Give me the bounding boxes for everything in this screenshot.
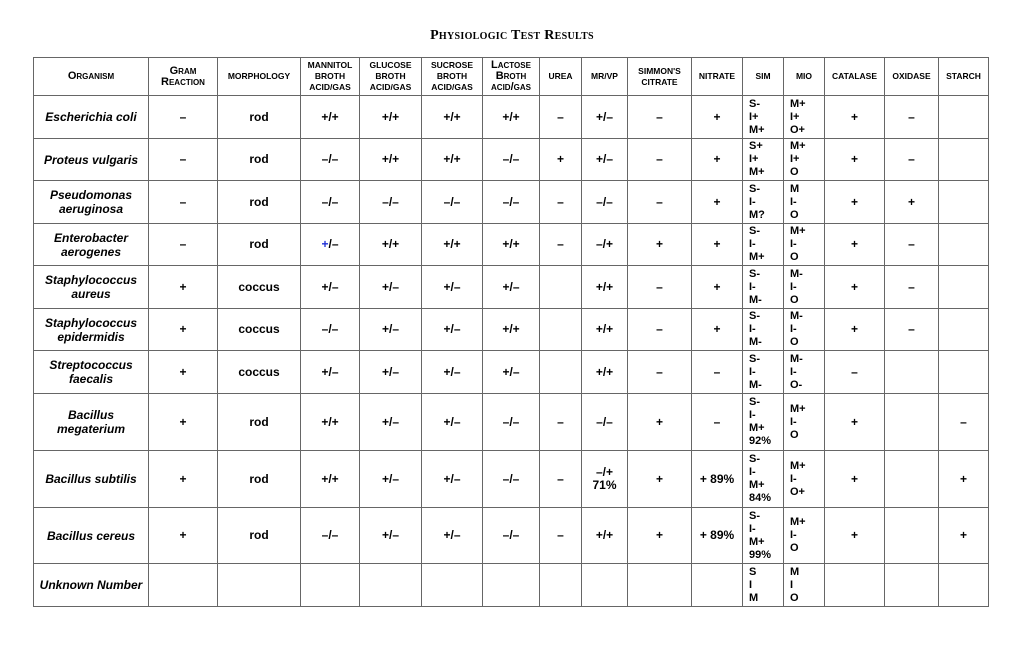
sim-line: S-: [749, 509, 760, 522]
sim-line: I-: [749, 195, 756, 208]
gram-cell: –: [149, 224, 218, 266]
mio-line: O+: [790, 123, 805, 136]
table-row: [34, 394, 989, 451]
mio-line: M+: [790, 459, 806, 472]
sim-cell: [743, 564, 784, 607]
organism-cell: Bacillus subtilis: [34, 451, 149, 508]
sim-line: I+: [749, 153, 759, 165]
mannitol-cell: +/+: [301, 394, 360, 451]
mrvp-cell: +/+: [582, 266, 628, 309]
nitrate-cell: –: [692, 394, 743, 451]
mio-line: O: [790, 208, 799, 221]
mio-line: O: [790, 251, 799, 263]
sim-line: M+: [749, 422, 765, 434]
morphology-cell: [218, 564, 301, 607]
table-row: [34, 309, 989, 351]
mio-cell: [784, 224, 825, 266]
lactose-cell: +/+: [483, 224, 540, 266]
mrvp-cell: +/+: [582, 508, 628, 564]
urea-cell: [540, 309, 582, 351]
nitrate-cell: –: [692, 351, 743, 394]
organism-cell: Enterobacter aerogenes: [34, 224, 149, 266]
glucose-cell: +/+: [360, 224, 422, 266]
catalase-cell: +: [825, 181, 885, 224]
lactose-cell: +/+: [483, 309, 540, 351]
mio-line: M+: [790, 140, 806, 152]
urea-cell: –: [540, 394, 582, 451]
sim-line: I-: [749, 409, 756, 421]
organism-cell: Unknown Number: [34, 564, 149, 607]
starch-cell: –: [939, 394, 989, 451]
sim-line: S+: [749, 140, 763, 152]
glucose-cell: [360, 564, 422, 607]
lactose-cell: –/–: [483, 181, 540, 224]
oxidase-cell: [885, 351, 939, 394]
sim-line: M+: [749, 479, 765, 491]
mannitol-acid-value: +: [321, 237, 329, 251]
mio-line: O-: [790, 378, 803, 391]
urea-cell: –: [540, 224, 582, 266]
oxidase-cell: [885, 564, 939, 607]
oxidase-cell: –: [885, 266, 939, 309]
urea-cell: [540, 564, 582, 607]
morphology-cell: rod: [218, 508, 301, 564]
sim-line: S-: [749, 267, 760, 280]
sim-line: I-: [749, 280, 756, 293]
sim-cell: [743, 451, 784, 508]
starch-cell: [939, 564, 989, 607]
mio-cell: [784, 309, 825, 351]
header-lactose: Lactose Broth acid/gas: [483, 58, 540, 96]
glucose-cell: +/–: [360, 266, 422, 309]
table-row: [34, 181, 989, 224]
header-simmons-citrate: SIMMON'S CITRATE: [628, 58, 692, 96]
organism-cell: Staphylococcus aureus: [34, 266, 149, 309]
citrate-cell: –: [628, 351, 692, 394]
morphology-cell: rod: [218, 181, 301, 224]
mio-line: I-: [790, 323, 797, 335]
starch-cell: [939, 266, 989, 309]
urea-cell: –: [540, 96, 582, 139]
nitrate-cell: +: [692, 309, 743, 351]
sim-line: I-: [749, 365, 756, 378]
mio-line: O: [790, 336, 799, 348]
sim-cell: [743, 181, 784, 224]
mannitol-cell: +/+: [301, 451, 360, 508]
sucrose-cell: +/–: [422, 351, 483, 394]
catalase-cell: +: [825, 139, 885, 181]
nitrate-cell: + 89%: [692, 451, 743, 508]
sim-cell: [743, 224, 784, 266]
sim-cell: [743, 394, 784, 451]
mannitol-cell: –/–: [301, 508, 360, 564]
organism-cell: Bacillus megaterium: [34, 394, 149, 451]
gram-cell: –: [149, 96, 218, 139]
sucrose-cell: +/+: [422, 96, 483, 139]
page-title: Physiologic Test Results: [430, 28, 594, 43]
mrvp-cell: –/–: [582, 181, 628, 224]
catalase-cell: [825, 564, 885, 607]
lactose-cell: –/–: [483, 508, 540, 564]
mannitol-gas-value: /–: [328, 237, 339, 251]
sim-line: S-: [749, 97, 760, 110]
mio-line: I-: [790, 365, 797, 378]
glucose-cell: +/–: [360, 394, 422, 451]
sucrose-cell: +/–: [422, 394, 483, 451]
nitrate-cell: +: [692, 266, 743, 309]
morphology-cell: coccus: [218, 351, 301, 394]
sim-line: 99%: [749, 548, 772, 561]
morphology-cell: rod: [218, 96, 301, 139]
oxidase-cell: +: [885, 181, 939, 224]
header-mrvp: MR/VP: [582, 58, 628, 96]
sim-line: S-: [749, 352, 760, 365]
sim-line: S-: [749, 310, 760, 322]
mannitol-cell: –/–: [301, 139, 360, 181]
lactose-cell: +/–: [483, 351, 540, 394]
nitrate-cell: [692, 564, 743, 607]
glucose-cell: +/–: [360, 508, 422, 564]
sim-line: 84%: [749, 492, 772, 504]
sim-line: S-: [749, 453, 760, 465]
organism-cell: Proteus vulgaris: [34, 139, 149, 181]
oxidase-cell: [885, 451, 939, 508]
gram-cell: +: [149, 266, 218, 309]
urea-cell: –: [540, 451, 582, 508]
sim-line: I-: [749, 323, 756, 335]
nitrate-cell: + 89%: [692, 508, 743, 564]
mrvp-cell: –/+ 71%: [582, 451, 628, 508]
mio-line: M+: [790, 97, 806, 110]
mrvp-cell: +/+: [582, 309, 628, 351]
mio-cell: [784, 266, 825, 309]
starch-cell: +: [939, 508, 989, 564]
sim-cell: [743, 139, 784, 181]
glucose-cell: +/–: [360, 309, 422, 351]
sim-line: I-: [749, 522, 756, 535]
header-organism: Organism: [34, 58, 149, 96]
organism-cell: Staphylococcus epidermidis: [34, 309, 149, 351]
nitrate-cell: +: [692, 181, 743, 224]
lactose-cell: –/–: [483, 394, 540, 451]
header-urea: UREA: [540, 58, 582, 96]
nitrate-cell: +: [692, 139, 743, 181]
mio-line: M+: [790, 402, 806, 415]
header-nitrate: NITRATE: [692, 58, 743, 96]
mio-line: M+: [790, 225, 806, 237]
mio-line: M+: [790, 516, 806, 528]
header-morphology: MORPHOLOGY: [218, 58, 301, 96]
mio-line: M-: [790, 310, 803, 322]
citrate-cell: –: [628, 309, 692, 351]
urea-cell: –: [540, 181, 582, 224]
citrate-cell: –: [628, 139, 692, 181]
mio-cell: [784, 181, 825, 224]
mannitol-cell: –/–: [301, 181, 360, 224]
catalase-cell: –: [825, 351, 885, 394]
sim-line: S-: [749, 225, 760, 237]
lactose-cell: –/–: [483, 139, 540, 181]
gram-cell: +: [149, 351, 218, 394]
mrvp-cell: [582, 564, 628, 607]
sim-line: M-: [749, 336, 762, 348]
mio-line: I: [790, 578, 794, 591]
header-starch: STARCH: [939, 58, 989, 96]
catalase-cell: +: [825, 451, 885, 508]
citrate-cell: +: [628, 508, 692, 564]
gram-cell: +: [149, 451, 218, 508]
mio-line: O: [790, 166, 799, 178]
morphology-cell: rod: [218, 451, 301, 508]
table-row: [34, 451, 989, 508]
mio-cell: [784, 139, 825, 181]
mio-line: I+: [790, 110, 800, 123]
table-row: [34, 224, 989, 266]
gram-cell: +: [149, 508, 218, 564]
sim-line: M-: [749, 378, 762, 391]
sucrose-cell: +/–: [422, 508, 483, 564]
table-row: [34, 96, 989, 139]
mio-line: O: [790, 542, 799, 554]
table-row: [34, 508, 989, 564]
sucrose-cell: +/–: [422, 309, 483, 351]
oxidase-cell: –: [885, 309, 939, 351]
sim-line: I-: [749, 466, 756, 478]
glucose-cell: +/–: [360, 451, 422, 508]
lactose-cell: –/–: [483, 451, 540, 508]
sim-cell: [743, 96, 784, 139]
header-oxidase: OXIDASE: [885, 58, 939, 96]
sim-cell: [743, 309, 784, 351]
urea-cell: +: [540, 139, 582, 181]
sim-line: 92%: [749, 435, 772, 447]
header-glucose: GLUCOSE BROTH ACID/GAS: [360, 58, 422, 96]
morphology-cell: coccus: [218, 309, 301, 351]
organism-cell: Bacillus cereus: [34, 508, 149, 564]
mio-cell: [784, 96, 825, 139]
citrate-cell: +: [628, 394, 692, 451]
sucrose-cell: –/–: [422, 181, 483, 224]
mannitol-cell: –/–: [301, 309, 360, 351]
citrate-cell: –: [628, 266, 692, 309]
starch-cell: [939, 351, 989, 394]
sim-line: M?: [749, 208, 765, 221]
catalase-cell: +: [825, 508, 885, 564]
header-sucrose: SUCROSE BROTH ACID/GAS: [422, 58, 483, 96]
mrvp-cell: +/+: [582, 351, 628, 394]
mrvp-cell: –/–: [582, 394, 628, 451]
catalase-cell: +: [825, 224, 885, 266]
morphology-cell: coccus: [218, 266, 301, 309]
citrate-cell: –: [628, 181, 692, 224]
mannitol-cell: +/+: [301, 96, 360, 139]
sucrose-cell: +/–: [422, 451, 483, 508]
sucrose-cell: +/+: [422, 224, 483, 266]
results-table: [33, 57, 989, 607]
sucrose-cell: +/–: [422, 266, 483, 309]
header-sim: SIM: [743, 58, 784, 96]
mannitol-cell: +/–: [301, 266, 360, 309]
sim-line: S: [749, 565, 757, 578]
gram-cell: +: [149, 394, 218, 451]
sim-line: M+: [749, 123, 765, 136]
oxidase-cell: –: [885, 224, 939, 266]
organism-cell: Streptococcus faecalis: [34, 351, 149, 394]
glucose-cell: –/–: [360, 181, 422, 224]
header-gram-reaction: Gram Reaction: [149, 58, 218, 96]
mio-cell: [784, 564, 825, 607]
mio-cell: [784, 451, 825, 508]
citrate-cell: [628, 564, 692, 607]
citrate-cell: +: [628, 224, 692, 266]
lactose-cell: [483, 564, 540, 607]
mio-line: I-: [790, 195, 797, 208]
sim-line: S-: [749, 396, 760, 408]
catalase-cell: +: [825, 96, 885, 139]
header-mannitol: MANNITOL BROTH ACID/GAS: [301, 58, 360, 96]
gram-cell: [149, 564, 218, 607]
nitrate-cell: +: [692, 224, 743, 266]
morphology-cell: rod: [218, 224, 301, 266]
sim-line: I+: [749, 110, 759, 123]
sim-line: I-: [749, 238, 756, 250]
oxidase-cell: –: [885, 96, 939, 139]
table-row: [34, 564, 989, 607]
lactose-cell: +/+: [483, 96, 540, 139]
mio-line: I-: [790, 529, 797, 541]
header-row: [34, 58, 989, 96]
sim-line: M: [749, 591, 759, 604]
sim-cell: [743, 508, 784, 564]
sim-line: M+: [749, 251, 765, 263]
mio-cell: [784, 508, 825, 564]
morphology-cell: rod: [218, 394, 301, 451]
mio-line: O: [790, 591, 799, 604]
header-catalase: CATALASE: [825, 58, 885, 96]
starch-cell: [939, 224, 989, 266]
mannitol-cell: [301, 224, 360, 266]
oxidase-cell: [885, 508, 939, 564]
morphology-cell: rod: [218, 139, 301, 181]
mio-line: M-: [790, 267, 803, 280]
mio-line: O: [790, 293, 799, 306]
sim-cell: [743, 351, 784, 394]
mannitol-cell: [301, 564, 360, 607]
oxidase-cell: [885, 394, 939, 451]
sim-line: I: [749, 578, 753, 591]
catalase-cell: +: [825, 309, 885, 351]
mio-line: M: [790, 565, 800, 578]
mannitol-cell: +/–: [301, 351, 360, 394]
mio-line: I-: [790, 415, 797, 428]
mio-line: I+: [790, 153, 800, 165]
oxidase-cell: –: [885, 139, 939, 181]
mio-line: O+: [790, 485, 805, 498]
mrvp-cell: +/–: [582, 96, 628, 139]
nitrate-cell: +: [692, 96, 743, 139]
catalase-cell: +: [825, 266, 885, 309]
mio-cell: [784, 394, 825, 451]
sim-line: S-: [749, 182, 760, 195]
gram-cell: +: [149, 309, 218, 351]
organism-cell: Escherichia coli: [34, 96, 149, 139]
glucose-cell: +/+: [360, 139, 422, 181]
mrvp-cell: –/+: [582, 224, 628, 266]
mrvp-cell: +/–: [582, 139, 628, 181]
starch-cell: +: [939, 451, 989, 508]
mio-line: I-: [790, 280, 797, 293]
mio-line: I-: [790, 472, 797, 485]
citrate-cell: +: [628, 451, 692, 508]
glucose-cell: +/–: [360, 351, 422, 394]
glucose-cell: +/+: [360, 96, 422, 139]
sim-line: M-: [749, 293, 762, 306]
sim-cell: [743, 266, 784, 309]
mio-cell: [784, 351, 825, 394]
catalase-cell: +: [825, 394, 885, 451]
table-row: [34, 266, 989, 309]
urea-cell: [540, 266, 582, 309]
organism-cell: Pseudomonas aeruginosa: [34, 181, 149, 224]
mio-line: O: [790, 428, 799, 441]
urea-cell: –: [540, 508, 582, 564]
mio-line: M-: [790, 352, 803, 365]
table-row: [34, 351, 989, 394]
table-row: [34, 139, 989, 181]
gram-cell: –: [149, 181, 218, 224]
urea-cell: [540, 351, 582, 394]
sucrose-cell: +/+: [422, 139, 483, 181]
lactose-cell: +/–: [483, 266, 540, 309]
sucrose-cell: [422, 564, 483, 607]
citrate-cell: –: [628, 96, 692, 139]
mio-line: I-: [790, 238, 797, 250]
sim-line: M+: [749, 535, 765, 548]
starch-cell: [939, 309, 989, 351]
sim-line: M+: [749, 166, 765, 178]
starch-cell: [939, 96, 989, 139]
mio-line: M: [790, 182, 800, 195]
gram-cell: –: [149, 139, 218, 181]
starch-cell: [939, 181, 989, 224]
header-mio: MIO: [784, 58, 825, 96]
starch-cell: [939, 139, 989, 181]
